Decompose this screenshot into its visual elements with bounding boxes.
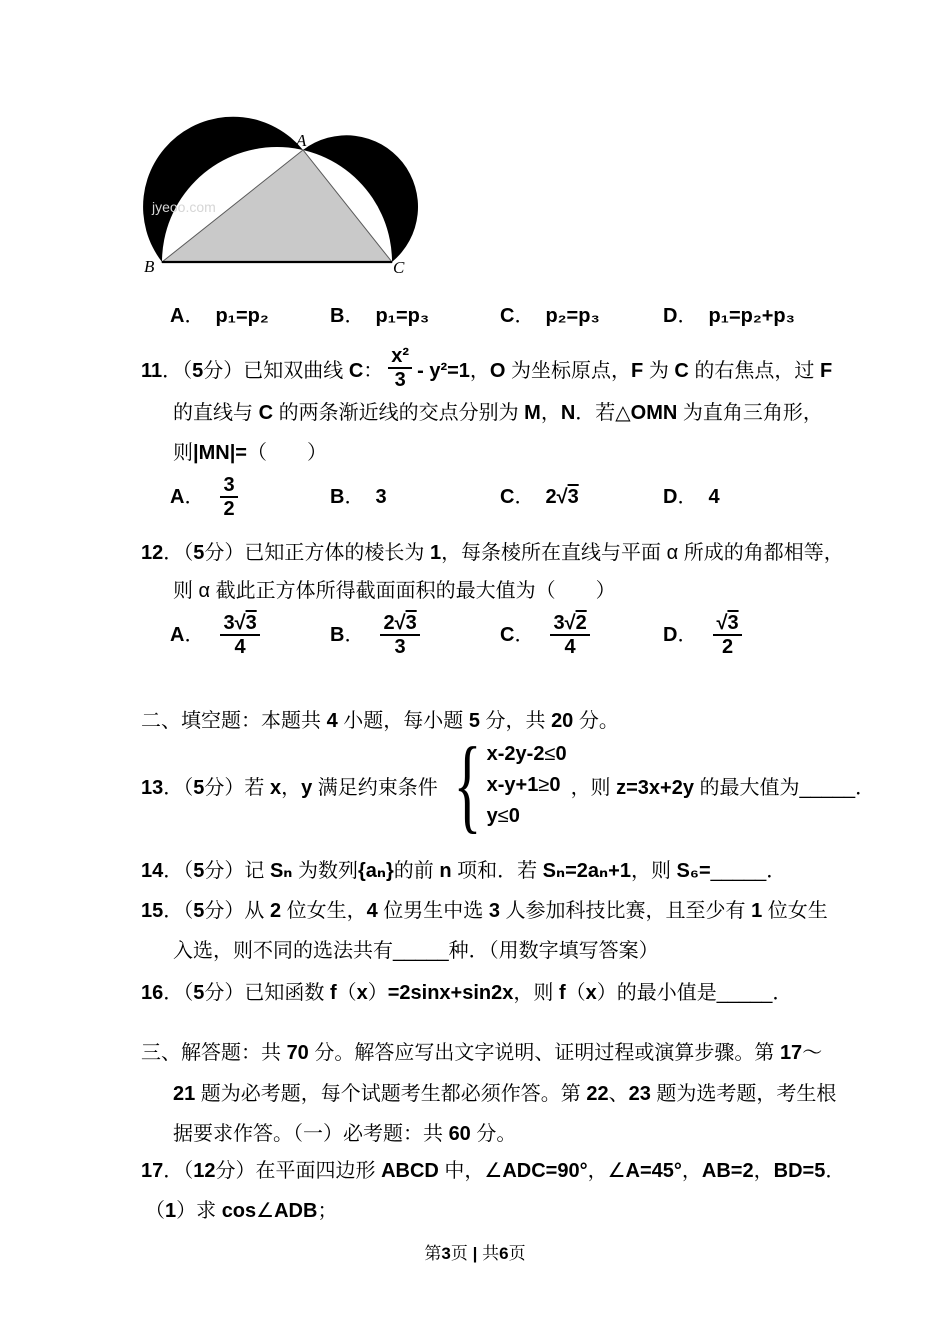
vertex-label-c: C: [393, 258, 405, 277]
option-label: B．: [330, 486, 365, 508]
constraint-1: x-2y-2≤0: [486, 742, 567, 765]
fraction: [713, 612, 741, 658]
fraction: [380, 612, 419, 658]
option-label: D．: [663, 486, 698, 508]
q17-line1: 17．（12分）在平面四边形 ABCD 中，∠ADC=90°，∠A=45°，AB=2，BD=5．: [141, 1160, 846, 1182]
q16-line1: 16．（5分）已知函数 f（x）=2sinx+sin2x，则 f（x）的最小值是_____．: [141, 982, 793, 1004]
q13-line: [141, 726, 876, 843]
option-value: 2√3: [545, 486, 579, 508]
section3-line1: 三、解答题：共 70 分。解答应写出文字说明、证明过程或演算步骤。第 17～: [141, 1042, 823, 1064]
option-label: B．: [330, 624, 365, 646]
constraint-2: x-y+1≥0: [486, 773, 561, 796]
vertex-label-a: A: [296, 131, 307, 150]
fraction: [388, 345, 412, 391]
option-value: p₁=p₂: [215, 305, 269, 327]
option-label: A．: [170, 486, 205, 508]
q12-option-d: [663, 608, 747, 662]
q10-option-c: [500, 303, 600, 329]
q11-option-b: [330, 471, 387, 523]
fraction: [220, 474, 237, 520]
fraction-numerator: 3: [220, 474, 237, 498]
option-value: p₂=p₃: [545, 305, 600, 327]
q12-option-c: [500, 608, 595, 662]
q11-text-a: 11．（5分）已知双曲线 C：: [141, 359, 384, 382]
fraction-denominator: 2: [721, 636, 734, 658]
vertex-label-b: B: [144, 257, 155, 276]
fraction-denominator: 3: [394, 636, 406, 658]
q11-text-b: - y²=1，O 为坐标原点，F 为 C 的右焦点，过 F: [417, 359, 833, 382]
fraction-denominator: 3: [394, 369, 406, 391]
fraction-numerator: 3√3: [220, 612, 259, 636]
option-value: 4: [708, 486, 720, 508]
section3-line3: 据要求作答。（一）必考题：共 60 分。: [173, 1123, 517, 1145]
figure-lunes-triangle: [140, 105, 430, 280]
constraint-system: [442, 726, 567, 843]
page-footer: 第3页 | 共6页: [424, 1244, 526, 1263]
q15-line1: 15．（5分）从 2 位女生，4 位男生中选 3 人参加科技比赛，且至少有 1 位女生: [141, 900, 828, 922]
q12-option-b: [330, 608, 425, 662]
q11-option-a: [170, 471, 243, 523]
q14-line1: 14．（5分）记 Sₙ 为数列{aₙ}的前 n 项和．若 Sₙ=2aₙ+1，则 S₆=_____．: [141, 860, 787, 882]
section2-header: 二、填空题：本题共 4 小题，每小题 5 分，共 20 分。: [141, 710, 619, 732]
option-label: C．: [500, 624, 535, 646]
option-label: D．: [663, 624, 698, 646]
option-value: 3: [375, 486, 387, 508]
option-label: A．: [170, 305, 205, 327]
brace: {: [453, 726, 482, 843]
option-label: C．: [500, 305, 535, 327]
q11-option-d: [663, 471, 720, 523]
option-value: p₁=p₂+p₃: [708, 305, 795, 327]
q12-line2: 则 α 截此正方体所得截面面积的最大值为（ ）: [173, 580, 616, 602]
fraction-numerator: 3√2: [550, 612, 589, 636]
option-label: D．: [663, 305, 698, 327]
q15-line2: 入选，则不同的选法共有_____种．（用数字填写答案）: [173, 940, 659, 962]
constraint-3: y≤0: [486, 804, 520, 827]
option-label: A．: [170, 624, 205, 646]
q10-option-b: [330, 303, 429, 329]
option-value: p₁=p₃: [375, 305, 430, 327]
q11-line3: 则|MN|=（ ）: [173, 442, 327, 464]
q12-option-a: [170, 608, 265, 662]
fraction-numerator: √3: [713, 612, 741, 636]
section3-line2: 21 题为必考题，每个试题考生都必须作答。第 22、23 题为选考题，考生根: [173, 1083, 837, 1105]
option-label: B．: [330, 305, 365, 327]
q12-line1: 12．（5分）已知正方体的棱长为 1，每条棱所在直线与平面 α 所成的角都相等，: [141, 542, 844, 564]
q13-text-b: ，则 z=3x+2y 的最大值为_____．: [570, 776, 876, 799]
fraction-denominator: 2: [223, 498, 235, 520]
q11-line2: 的直线与 C 的两条渐近线的交点分别为 M，N．若△OMN 为直角三角形，: [173, 402, 823, 424]
option-label: C．: [500, 486, 535, 508]
fraction-denominator: 4: [234, 636, 246, 658]
q13-text-a: 13．（5分）若 x，y 满足约束条件: [141, 776, 438, 799]
q10-option-d: [663, 303, 795, 329]
q17-line2: （1）求 cos∠ADB；: [145, 1200, 338, 1222]
fraction: [550, 612, 589, 658]
fraction-numerator: 2√3: [380, 612, 419, 636]
q11-line1: [141, 340, 832, 396]
q11-option-c: [500, 471, 579, 523]
fraction: [220, 612, 259, 658]
constraint-lines: [487, 739, 567, 832]
q10-option-a: [170, 303, 269, 329]
fraction-denominator: 4: [564, 636, 576, 658]
fraction-numerator: x²: [388, 345, 412, 369]
watermark-text: jyeoo.com: [152, 199, 216, 215]
